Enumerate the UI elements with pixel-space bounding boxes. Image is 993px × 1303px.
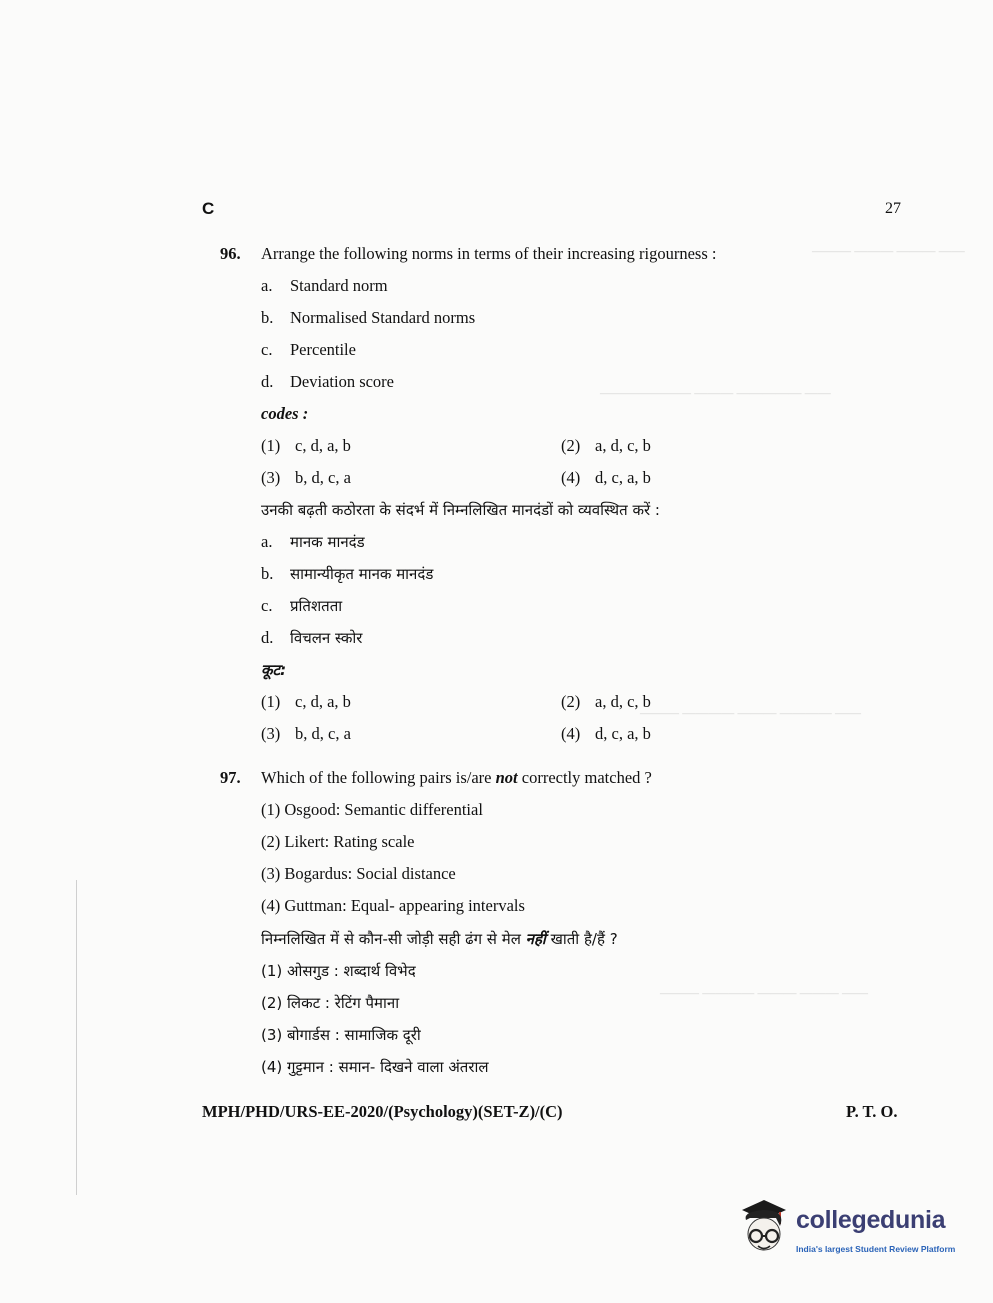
option-text: b, d, c, a (295, 724, 351, 743)
collegedunia-logo (736, 1196, 966, 1266)
item-label: c. (261, 340, 273, 359)
item-label: b. (261, 564, 274, 583)
option-hi: (3) बोगार्डस : सामाजिक दूरी (261, 1026, 421, 1044)
option-en: (1) Osgood: Semantic differential (261, 800, 483, 819)
option-en: (2) Likert: Rating scale (261, 832, 415, 851)
option-number: (1) (261, 692, 281, 711)
stem-text: correctly matched ? (517, 768, 652, 787)
question-stem-hi (261, 929, 618, 949)
option-en: (4) Guttman: Equal- appearing intervals (261, 896, 525, 915)
option-hi: (1) ओसगुड : शब्दार्थ विभेद (261, 962, 416, 980)
item-label: c. (261, 596, 273, 615)
option-text: d, c, a, b (595, 468, 651, 487)
option-text: b, d, c, a (295, 468, 351, 487)
option-number: (3) (261, 468, 281, 487)
bleed-through-text: ——— ——— ——— —— (812, 243, 965, 258)
set-letter: C (202, 199, 215, 218)
item-label: a. (261, 276, 273, 295)
stem-emphasis: नहीं (525, 930, 546, 948)
codes-label-hi: कूट: (261, 661, 287, 679)
question-stem-en (261, 768, 652, 788)
margin-line (76, 880, 77, 1195)
option-text: a, d, c, b (595, 436, 651, 455)
option-en: (3) Bogardus: Social distance (261, 864, 456, 883)
question-stem-en: Arrange the following norms in terms of their increasing rigourness : (261, 244, 717, 263)
item-text-hi: विचलन स्कोर (290, 629, 363, 647)
option-number: (2) (561, 692, 581, 711)
pto-label: P. T. O. (846, 1102, 898, 1121)
item-text: Deviation score (290, 372, 395, 391)
item-text-hi: प्रतिशतता (290, 597, 343, 615)
stem-text: Which of the following pairs is/are (261, 768, 496, 787)
item-text-hi: सामान्यीकृत मानक मानदंड (290, 565, 434, 583)
mascot-icon (736, 1196, 792, 1258)
item-text-hi: मानक मानदंड (290, 533, 365, 551)
option-hi: (4) गुट्टमान : समान- दिखने वाला अंतराल (261, 1058, 489, 1076)
option-number: (3) (261, 724, 281, 743)
option-number: (4) (561, 724, 581, 743)
item-label: d. (261, 628, 274, 647)
item-text: Percentile (290, 340, 356, 359)
option-text: a, d, c, b (595, 692, 651, 711)
item-text: Standard norm (290, 276, 388, 295)
item-label: b. (261, 308, 274, 327)
item-label: a. (261, 532, 273, 551)
codes-label-en: codes : (261, 404, 309, 423)
bleed-through-text: ——— ———— ——— ———— —— (640, 705, 861, 720)
logo-tagline: India's largest Student Review Platform (796, 1244, 956, 1254)
page-number: 27 (885, 200, 901, 217)
stem-text: खाती है/हैं ? (545, 930, 618, 948)
stem-emphasis: not (495, 768, 518, 787)
stem-text: निम्नलिखित में से कौन-सी जोड़ी सही ढंग से मेल (261, 930, 526, 948)
option-text: c, d, a, b (295, 692, 351, 711)
question-number: 96. (220, 244, 241, 263)
item-label: d. (261, 372, 274, 391)
question-number: 97. (220, 768, 241, 787)
option-number: (1) (261, 436, 281, 455)
option-text: c, d, a, b (295, 436, 351, 455)
question-stem-hi: उनकी बढ़ती कठोरता के संदर्भ में निम्नलिखित मानदंडों को व्यवस्थित करें : (261, 501, 660, 519)
bleed-through-text: ——————— ——— ————— —— (600, 385, 831, 400)
option-hi: (2) लिकट : रेटिंग पैमाना (261, 994, 400, 1012)
bleed-through-text: ——— ———— ——— ——— —— (660, 985, 868, 1000)
option-number: (4) (561, 468, 581, 487)
paper-code: MPH/PHD/URS-EE-2020/(Psychology)(SET-Z)/(C) (202, 1102, 563, 1121)
logo-name: collegedunia (796, 1206, 946, 1234)
option-number: (2) (561, 436, 581, 455)
item-text: Normalised Standard norms (290, 308, 476, 327)
option-text: d, c, a, b (595, 724, 651, 743)
